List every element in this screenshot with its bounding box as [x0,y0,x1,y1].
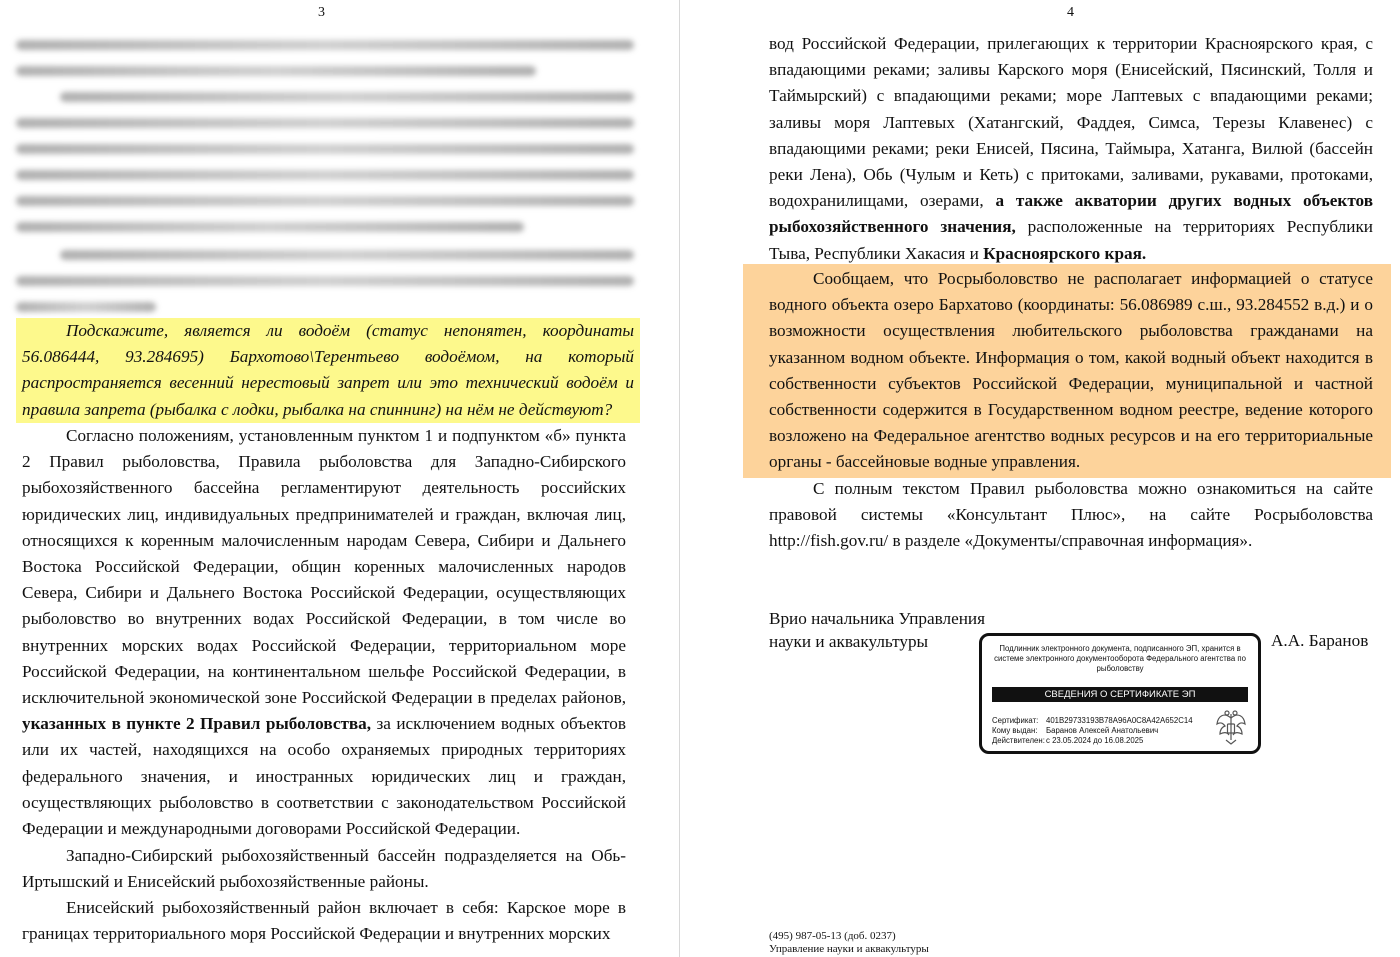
signatory-line-1: Врио начальника Управления [769,609,986,628]
document-page-4 [681,0,1400,957]
rules-paragraph [22,423,626,842]
cert-label: Сертификат: [992,716,1039,725]
footer-phone: (495) 987-05-13 (доб. 0237) [769,930,896,942]
stamp-header: Подлинник электронного документа, подписанного ЭП, хранится в системе электронного документооборота Федерального агентства по рыболовству [994,644,1246,673]
rules-bold-reference: указанных в пункте 2 Правил рыболовства, [22,714,372,734]
page-number: 4 [1067,5,1074,20]
stamp-details [992,716,1193,746]
cert-value: 401B29733193B78A96A0C8A42A652C14 [1046,716,1193,725]
valid-value: с 23.05.2024 до 16.08.2025 [1046,736,1144,745]
waters-bold-2: Красноярского края. [983,243,1147,263]
basin-paragraph: Западно-Сибирский рыбохозяйственный бассейн подразделяется на Обь-Иртышский и Енисейский рыбохозяйственные районы. [22,846,626,892]
waters-paragraph [769,31,1373,267]
waters-text-mid: расположенные на территориях Республики Тыва, Республики Хакасия и [769,217,1373,263]
document-page-3 [0,0,680,957]
answer-paragraph: Сообщаем, что Росрыболовство не располагает информацией о статусе водного объекта озеро Бархатово (координаты: 56.086989 с.ш., 93.284552 в.д.) и о возможности осуществления любительского рыболовства гражданами на указанном водном объекте. Информация о том, какой водный объект находится в собственности субъектов Российской Федерации, муниципальной и частной собственности содержится в Государственном водном реестре, ведение которого возложено на Федеральное агентство водных ресурсов и на его территориальные органы - бассейновые водные управления. [769,269,1373,472]
stamp-title: СВЕДЕНИЯ О СЕРТИФИКАТЕ ЭП [992,687,1248,702]
waters-text-start: вод Российской Федерации, прилегающих к территории Красноярского края, с впадающими реками; заливы Карского моря (Енисейский, Пясинский, Толля и Таймырский) с впадающими реками; море Лаптевых с впадающими реками; заливы моря Лаптевых (Хатангский, Фаддея, Симса, Терезы Клавенес) с впадающими реками; реки Енисей, Пясина, Таймыра, Хатанга, Вилюй (бассейн реки Лена), Обь (Чулым и Кеть) с притоками, заливами, рукавами, протоками, водохранилищами, озерами, [769,34,1373,211]
footer-department: Управление науки и аквакультуры [769,943,929,955]
double-headed-eagle-icon [1214,708,1248,746]
owner-value: Баранов Алексей Анатольевич [1046,726,1159,735]
question-paragraph: Подскажите, является ли водоём (статус непонятен, координаты 56.086444, 93.284695) Бархотово\Терентьево водоёмом, на который распространяется весенний нерестовый запрет или это технический водоём и правила запрета (рыбалка с лодки, рыбалка на спиннинг) на нём не действуют? [16,318,640,423]
rules-text-end: за исключением водных объектов или их частей, находящихся на особо охраняемых природных территориях федерального значения, и иностранных юридических лиц и граждан, осуществляющих рыболовство в соответствии с законодательством Российской Федерации и международными договорами Российской Федерации. [22,714,626,839]
page-number: 3 [318,5,325,20]
signatory-name: А.А. Баранов [1271,631,1369,650]
signatory-line-2: науки и аквакультуры [769,632,929,651]
yenisei-paragraph: Енисейский рыбохозяйственный район включает в себя: Карское море в границах территориального моря Российской Федерации и внутренних морских [22,898,626,944]
e-signature-stamp [979,633,1261,754]
owner-label: Кому выдан: [992,726,1038,735]
valid-label: Действителен: [992,736,1045,745]
consultant-paragraph: С полным текстом Правил рыболовства можно ознакомиться на сайте правовой системы «Консультант Плюс», на сайте Росрыболовства http://fish.gov.ru/ в разделе «Документы/справочная информация». [769,479,1373,551]
rules-text-start: Согласно положениям, установленным пунктом 1 и подпунктом «б» пункта 2 Правил рыболовства, Правила рыболовства для Западно-Сибирского рыбохозяйственного бассейна регламентируют деятельность российских юридических лиц, индивидуальных предпринимателей и граждан, включая лиц, относящихся к коренным малочисленным народам Севера, Сибири и Дальнего Востока Российской Федерации, общин коренных малочисленных народов Севера, Сибири и Дальнего Востока Российской Федерации, осуществляющих рыболовство во внутренних водах Российской Федерации, в том числе во внутренних морских водах Российской Федерации, территориальном море Российской Федерации, на континентальном шельфе Российской Федерации, в исключительной экономической зоне Российской Федерации в пределах районов, [22,426,626,708]
waters-bold-1: а также акватории других водных объектов рыбохозяйственного значения, [769,191,1373,237]
